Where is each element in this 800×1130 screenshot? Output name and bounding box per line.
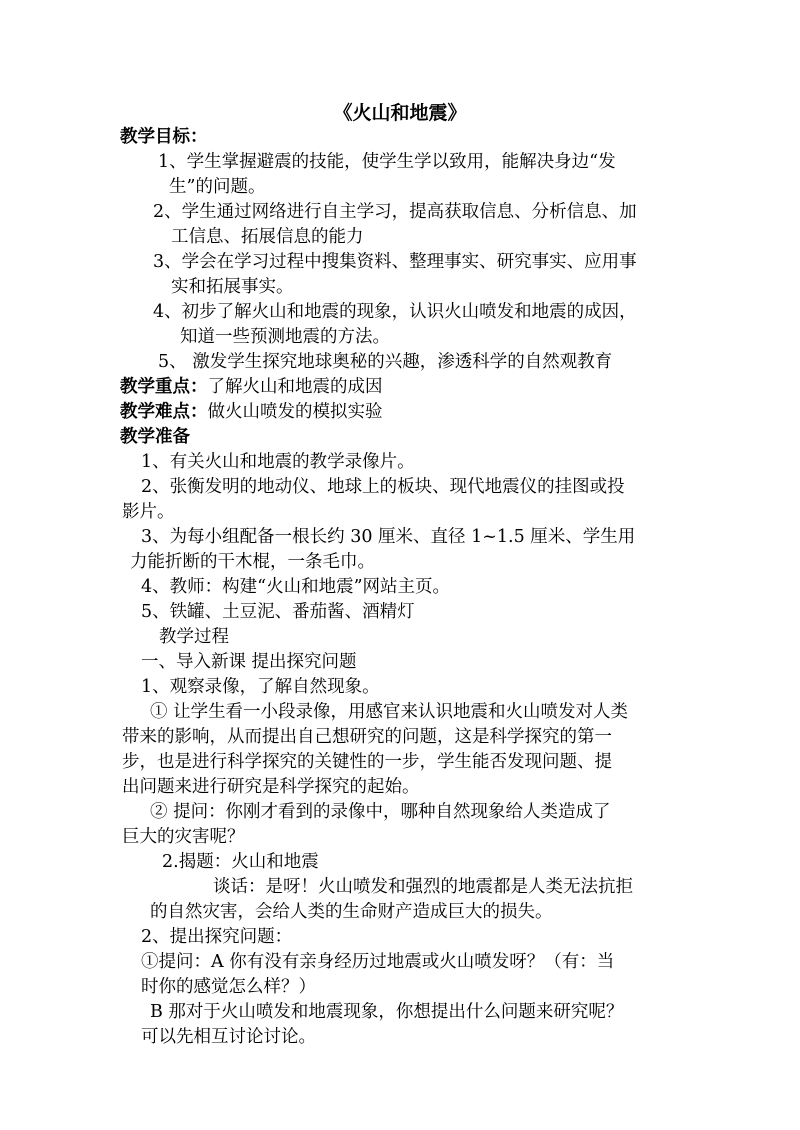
process-line: 谈话：是呀！火山喷发和强烈的地震都是人类无法抗拒 bbox=[213, 877, 633, 897]
preparation-line: 4、教师：构建“火山和地震”网站主页。 bbox=[141, 577, 451, 597]
key-point bbox=[120, 375, 383, 399]
objective-line: 1、学生掌握避震的技能，使学生学以致用，能解决身边“发 bbox=[158, 152, 616, 172]
process-line: ① 让学生看一小段录像，用感官来认识地震和火山喷发对人类 bbox=[150, 702, 629, 722]
difficulty-label: 教学难点： bbox=[120, 402, 208, 422]
difficulty bbox=[120, 400, 383, 424]
process-line: 2、提出探究问题： bbox=[141, 927, 293, 947]
objective-line: 3、学会在学习过程中搜集资料、整理事实、研究事实、应用事 bbox=[153, 252, 637, 272]
process-line: 带来的影响，从而提出自己想研究的问题，这是科学探究的第一 bbox=[122, 727, 612, 747]
objective-line: 实和拓展事实。 bbox=[171, 277, 294, 297]
process-line: ①提问：A 你有没有亲身经历过地震或火山喷发呀？（有：当 bbox=[141, 952, 615, 972]
objectives-heading: 教学目标： bbox=[120, 127, 208, 147]
process-line: 的自然灾害，会给人类的生命财产造成巨大的损失。 bbox=[150, 902, 553, 922]
preparation-line: 1、有关火山和地震的教学录像片。 bbox=[141, 452, 415, 472]
objective-line: 5、 激发学生探究地球奥秘的兴趣，渗透科学的自然观教育 bbox=[158, 352, 613, 372]
objective-line: 知道一些预测地震的方法。 bbox=[180, 327, 390, 347]
preparation-heading: 教学准备 bbox=[120, 427, 190, 447]
process-line: 巨大的灾害呢？ bbox=[122, 827, 245, 847]
preparation-line: 3、为每小组配备一根长约 30 厘米、直径 1~1.5 厘米、学生用 bbox=[141, 527, 636, 547]
objective-line: 4、初步了解火山和地震的现象，认识火山喷发和地震的成因， bbox=[153, 302, 637, 322]
difficulty-text: 做火山喷发的模拟实验 bbox=[207, 402, 383, 422]
objective-line: 2、学生通过网络进行自主学习，提高获取信息、分析信息、加 bbox=[153, 202, 637, 222]
preparation-line: 影片。 bbox=[122, 502, 175, 522]
process-line: 时你的感觉怎么样？） bbox=[141, 977, 316, 997]
process-line: 1、观察录像，了解自然现象。 bbox=[141, 677, 380, 697]
key-point-label: 教学重点： bbox=[120, 377, 208, 397]
document-title: 《火山和地震》 bbox=[333, 102, 467, 124]
preparation-line: 力能折断的干木棍，一条毛巾。 bbox=[130, 552, 375, 572]
process-line: 一、导入新课 提出探究问题 bbox=[141, 652, 357, 672]
objective-line: 生”的问题。 bbox=[169, 177, 266, 197]
process-line: B 那对于火山喷发和地震现象，你想提出什么问题来研究呢？ bbox=[150, 1002, 624, 1022]
preparation-line: 2、张衡发明的地动仪、地球上的板块、现代地震仪的挂图或投 bbox=[141, 477, 625, 497]
process-line: 可以先相互讨论讨论。 bbox=[141, 1027, 316, 1047]
preparation-line: 5、铁罐、土豆泥、番茄酱、酒精灯 bbox=[141, 602, 415, 622]
key-point-text: 了解火山和地震的成因 bbox=[207, 377, 383, 397]
process-line: 2.揭题：火山和地震 bbox=[162, 852, 319, 872]
process-heading: 教学过程 bbox=[159, 627, 229, 647]
process-line: ② 提问：你刚才看到的录像中，哪种自然现象给人类造成了 bbox=[150, 802, 611, 822]
objective-line: 工信息、拓展信息的能力 bbox=[171, 227, 364, 247]
process-line: 出问题来进行研究是科学探究的起始。 bbox=[122, 777, 420, 797]
process-line: 步，也是进行科学探究的关键性的一步，学生能否发现问题、提 bbox=[122, 752, 612, 772]
